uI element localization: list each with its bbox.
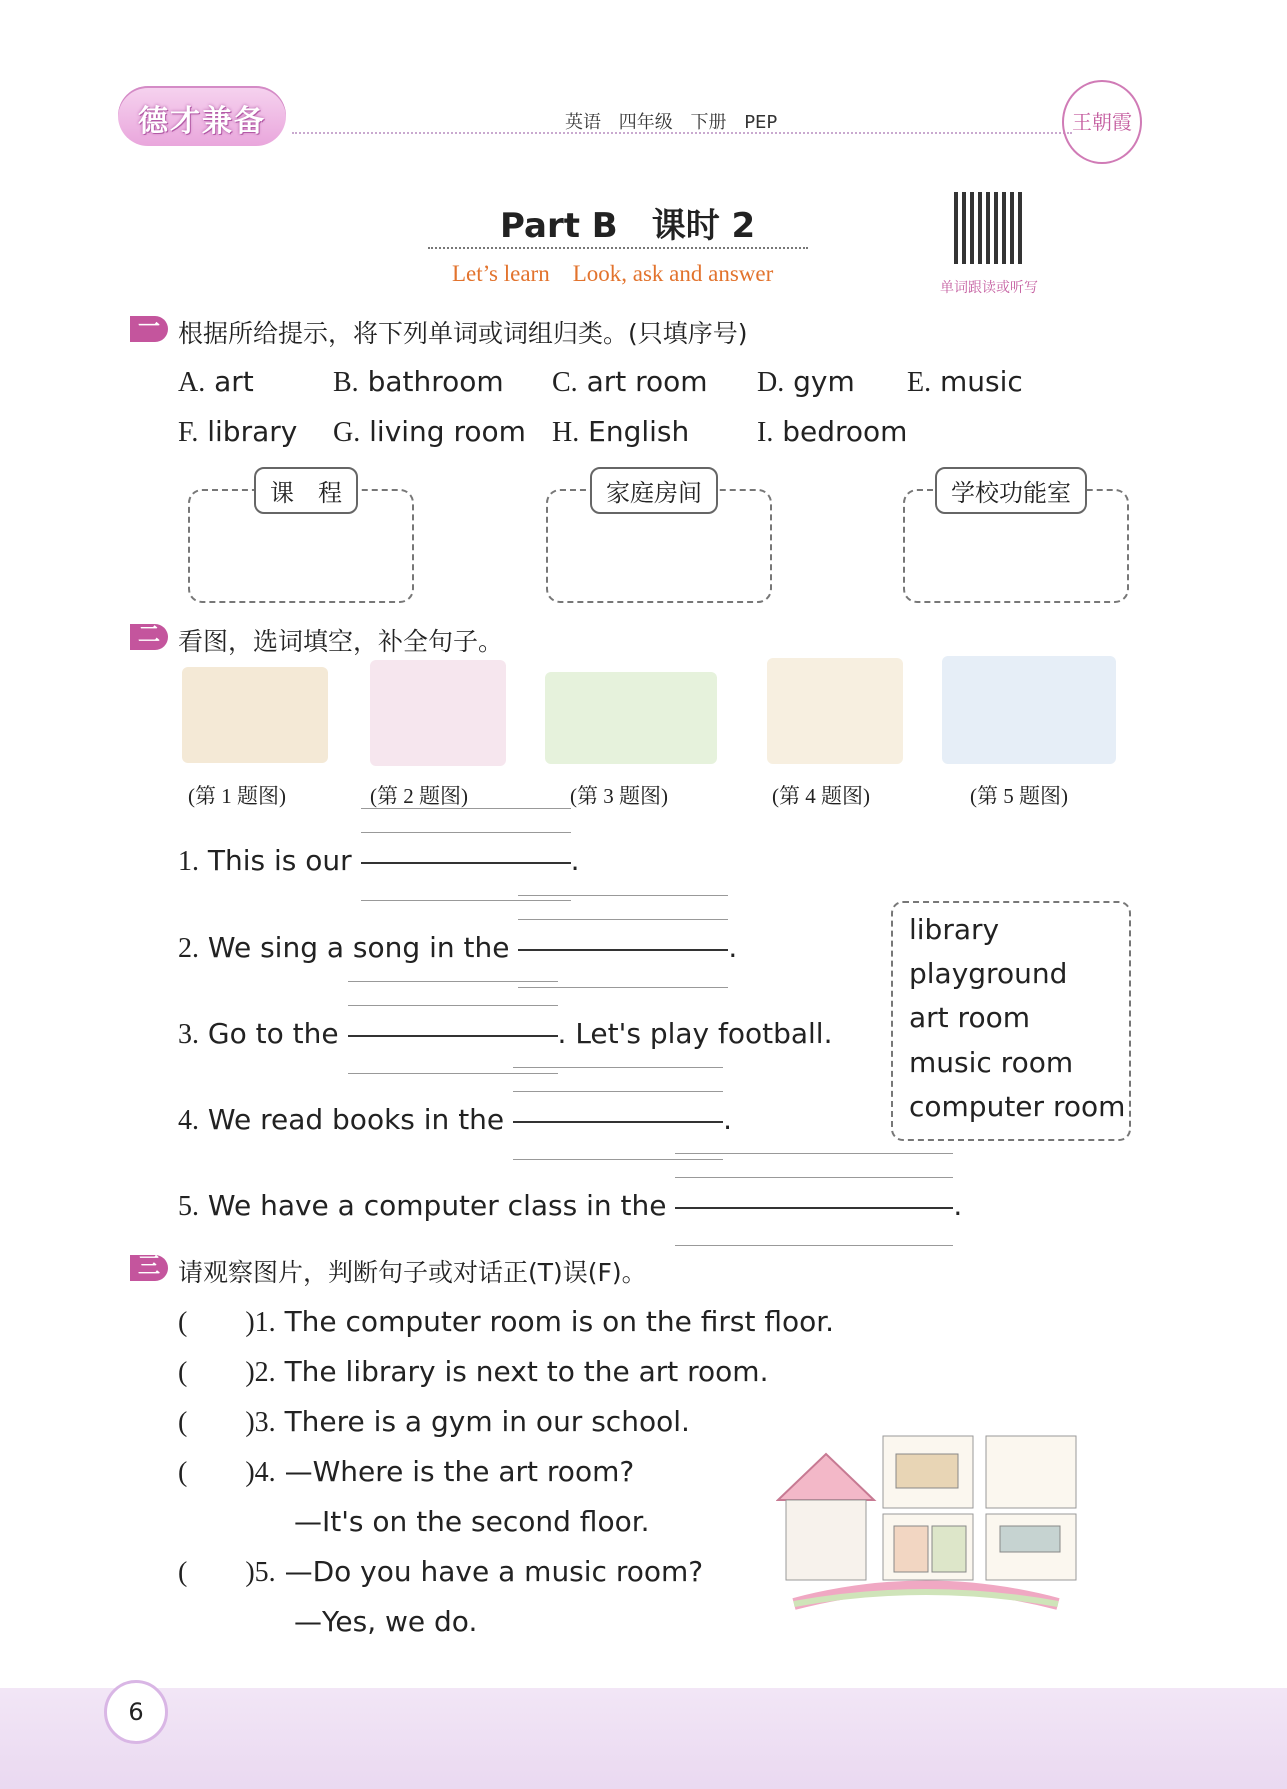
- box-label-home-rooms: 家庭房间: [590, 467, 718, 514]
- picture-1-art-room: [182, 667, 328, 763]
- word-option: D. gym: [757, 365, 855, 398]
- page-title: Part B 课时 2: [500, 206, 756, 246]
- fill-sentence-4: 4. We read books in the .: [178, 1099, 732, 1137]
- section-2-tag: 二: [130, 624, 168, 650]
- page-subtitle: Let’s learn Look, ask and answer: [452, 261, 774, 286]
- blank-5[interactable]: [675, 1185, 953, 1215]
- word-option: A. art: [178, 365, 254, 398]
- header-grade: 四年级: [618, 112, 673, 133]
- tf-item-4: ( )4. —Where is the art room?: [178, 1455, 635, 1488]
- section-1-instruction: 根据所给提示，将下列单词或词组归类。(只填序号): [178, 319, 748, 348]
- tf-item-4-reply: —It's on the second floor.: [294, 1505, 650, 1538]
- word-bank-item: library: [909, 913, 1000, 946]
- word-bank-item: playground: [909, 957, 1068, 990]
- page-number: 6: [104, 1680, 168, 1744]
- tf-item-5: ( )5. —Do you have a music room?: [178, 1555, 704, 1588]
- school-building-illustration: [776, 1434, 1086, 1610]
- header-volume: 下册: [690, 112, 727, 133]
- word-bank: [891, 901, 1131, 1141]
- picture-5-caption: (第 5 题图): [970, 784, 1068, 808]
- picture-4-caption: (第 4 题图): [772, 784, 870, 808]
- fill-sentence-1: 1. This is our .: [178, 840, 580, 878]
- tf-item-3: ( )3. There is a gym in our school.: [178, 1405, 690, 1438]
- qr-caption: 单词跟读或听写: [940, 280, 1038, 296]
- title-divider: [428, 247, 808, 249]
- word-bank-item: art room: [909, 1001, 1030, 1034]
- word-bank-item: music room: [909, 1046, 1074, 1079]
- header-edition: PEP: [744, 112, 778, 133]
- word-option: E. music: [907, 365, 1023, 398]
- author-seal: 王朝霞: [1062, 80, 1142, 164]
- picture-4-library: [767, 658, 903, 764]
- picture-1-caption: (第 1 题图): [188, 784, 286, 808]
- tf-item-2: ( )2. The library is next to the art room.: [178, 1355, 769, 1388]
- section-3-tag: 三: [130, 1255, 168, 1281]
- blank-4[interactable]: [513, 1099, 723, 1129]
- picture-2-music-room: [370, 660, 506, 766]
- box-label-courses: 课 程: [254, 467, 358, 514]
- header-meta: [565, 108, 777, 134]
- fill-sentence-3: 3. Go to the . Let's play football.: [178, 1013, 832, 1051]
- brand-logo: [118, 86, 286, 146]
- logo-text: 德才兼备: [138, 104, 266, 139]
- fill-sentence-5: 5. We have a computer class in the .: [178, 1185, 962, 1223]
- picture-2-caption: (第 2 题图): [370, 784, 468, 808]
- box-label-school-rooms: 学校功能室: [935, 467, 1087, 514]
- blank-1[interactable]: [361, 840, 571, 870]
- section-1-tag: 一: [130, 316, 168, 342]
- section-3-instruction: 请观察图片，判断句子或对话正(T)误(F)。: [178, 1258, 647, 1287]
- word-option: C. art room: [552, 365, 708, 398]
- section-2-instruction: 看图，选词填空，补全句子。: [178, 627, 504, 656]
- word-option: I. bedroom: [757, 415, 908, 448]
- word-option: G. living room: [333, 415, 526, 448]
- qr-code-icon[interactable]: [954, 192, 1026, 264]
- footer-band: [0, 1688, 1287, 1789]
- tf-item-5-reply: —Yes, we do.: [294, 1605, 478, 1638]
- picture-5-computer-room: [942, 656, 1116, 764]
- tf-item-1: ( )1. The computer room is on the first floor.: [178, 1305, 835, 1338]
- picture-3-caption: (第 3 题图): [570, 784, 668, 808]
- word-option: B. bathroom: [333, 365, 504, 398]
- word-bank-item: computer room: [909, 1090, 1126, 1123]
- blank-2[interactable]: [518, 927, 728, 957]
- blank-3[interactable]: [348, 1013, 558, 1043]
- word-option: F. library: [178, 415, 298, 448]
- word-option: H. English: [552, 415, 690, 448]
- fill-sentence-2: 2. We sing a song in the .: [178, 927, 737, 965]
- picture-3-playground: [545, 672, 717, 764]
- header-subject: 英语: [565, 112, 601, 133]
